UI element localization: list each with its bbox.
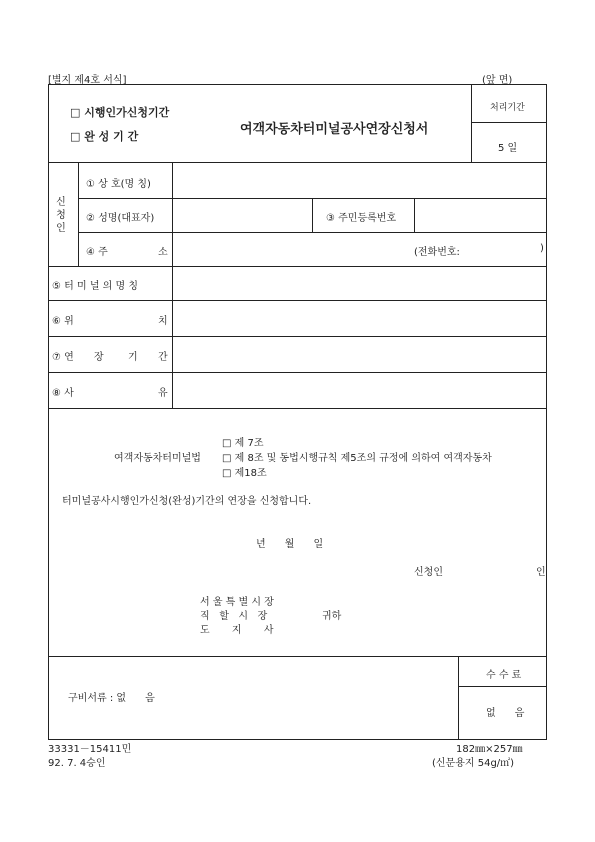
seal-mark: 인 (536, 567, 546, 578)
paper-size: 182㎜×257㎜ (456, 744, 523, 755)
reason-label: ⑧ 사 (52, 388, 74, 399)
resident-number-field[interactable] (416, 200, 545, 230)
recipient-city: 직 할 시 장 (200, 611, 268, 622)
phone-label: (전화번호: (414, 247, 460, 258)
name-label: ② 성명(대표자) (86, 213, 155, 224)
phone-close: ) (540, 243, 544, 254)
divider (312, 198, 313, 232)
reason-label-suffix: 유 (158, 388, 168, 399)
divider (414, 198, 415, 232)
location-field[interactable] (174, 302, 545, 334)
extension-label-3: 기 (128, 352, 138, 363)
fee-value: 없 음 (486, 708, 525, 719)
required-documents: 구비서류 : 없 음 (68, 693, 155, 704)
option-application-period: □ 시행인가신청기간 (70, 106, 170, 119)
row-line (48, 372, 547, 373)
divider (471, 84, 472, 162)
address-label: ④ 주 (86, 247, 108, 258)
option-completion-period: □ 완 성 기 간 (70, 130, 139, 143)
location-label: ⑥ 위 (52, 316, 74, 327)
extension-label-4: 간 (158, 352, 168, 363)
extension-label-2: 장 (94, 352, 104, 363)
address-field[interactable] (174, 234, 404, 264)
address-label-suffix: 소 (158, 247, 168, 258)
location-label-suffix: 치 (158, 316, 168, 327)
law-name: 여객자동차터미널법 (114, 453, 201, 464)
recipient-honorific: 귀하 (322, 611, 342, 622)
form-number: [별지 제4호 서식] (48, 75, 127, 86)
fee-label: 수 수 료 (486, 670, 522, 681)
applicant-sign-label: 신청인 (414, 567, 443, 578)
row-line (48, 162, 547, 163)
article-7-option: □ 제 7조 (222, 438, 264, 449)
trade-name-label: ① 상 호(명 칭) (86, 179, 151, 190)
form-code: 33331－15411민 (48, 744, 132, 755)
reason-field[interactable] (174, 374, 545, 406)
extension-label: ⑦ 연 (52, 352, 74, 363)
paper-type: (신문용지 54g/㎡) (432, 758, 515, 769)
name-field[interactable] (174, 200, 310, 230)
article-8-option: □ 제 8조 및 동법시행규칙 제5조의 규정에 의하여 여객자동차 (222, 453, 492, 464)
article-18-option: □ 제18조 (222, 468, 267, 479)
divider (471, 122, 547, 123)
trade-name-field[interactable] (174, 164, 545, 196)
row-line (48, 408, 547, 409)
divider (172, 162, 173, 408)
divider (458, 656, 459, 740)
row-line (48, 336, 547, 337)
processing-period-value: 5 일 (498, 143, 518, 154)
divider (458, 686, 547, 687)
recipient-seoul: 서 울 특 별 시 장 (200, 597, 274, 608)
page-side-label: (앞 면) (482, 75, 513, 86)
row-line (48, 300, 547, 301)
approval-date: 92. 7. 4승인 (48, 758, 106, 769)
terminal-name-label: ⑤ 터 미 널 의 명 칭 (52, 281, 138, 292)
statement-body: 터미널공사시행인가신청(완성)기간의 연장을 신청합니다. (62, 496, 312, 507)
resident-number-label: ③ 주민등록번호 (326, 213, 397, 224)
row-line (48, 266, 547, 267)
divider (78, 162, 79, 266)
row-line (78, 232, 547, 233)
processing-period-label: 처리기간 (490, 103, 525, 113)
terminal-name-field[interactable] (174, 268, 545, 298)
extension-period-field[interactable] (174, 338, 545, 370)
date-line: 년 월 일 (256, 539, 324, 550)
document-title: 여객자동차터미널공사연장신청서 (240, 122, 429, 137)
applicant-group-label: 신 청 인 (56, 197, 66, 234)
row-line (48, 656, 547, 657)
recipient-province: 도 지 사 (200, 625, 274, 636)
